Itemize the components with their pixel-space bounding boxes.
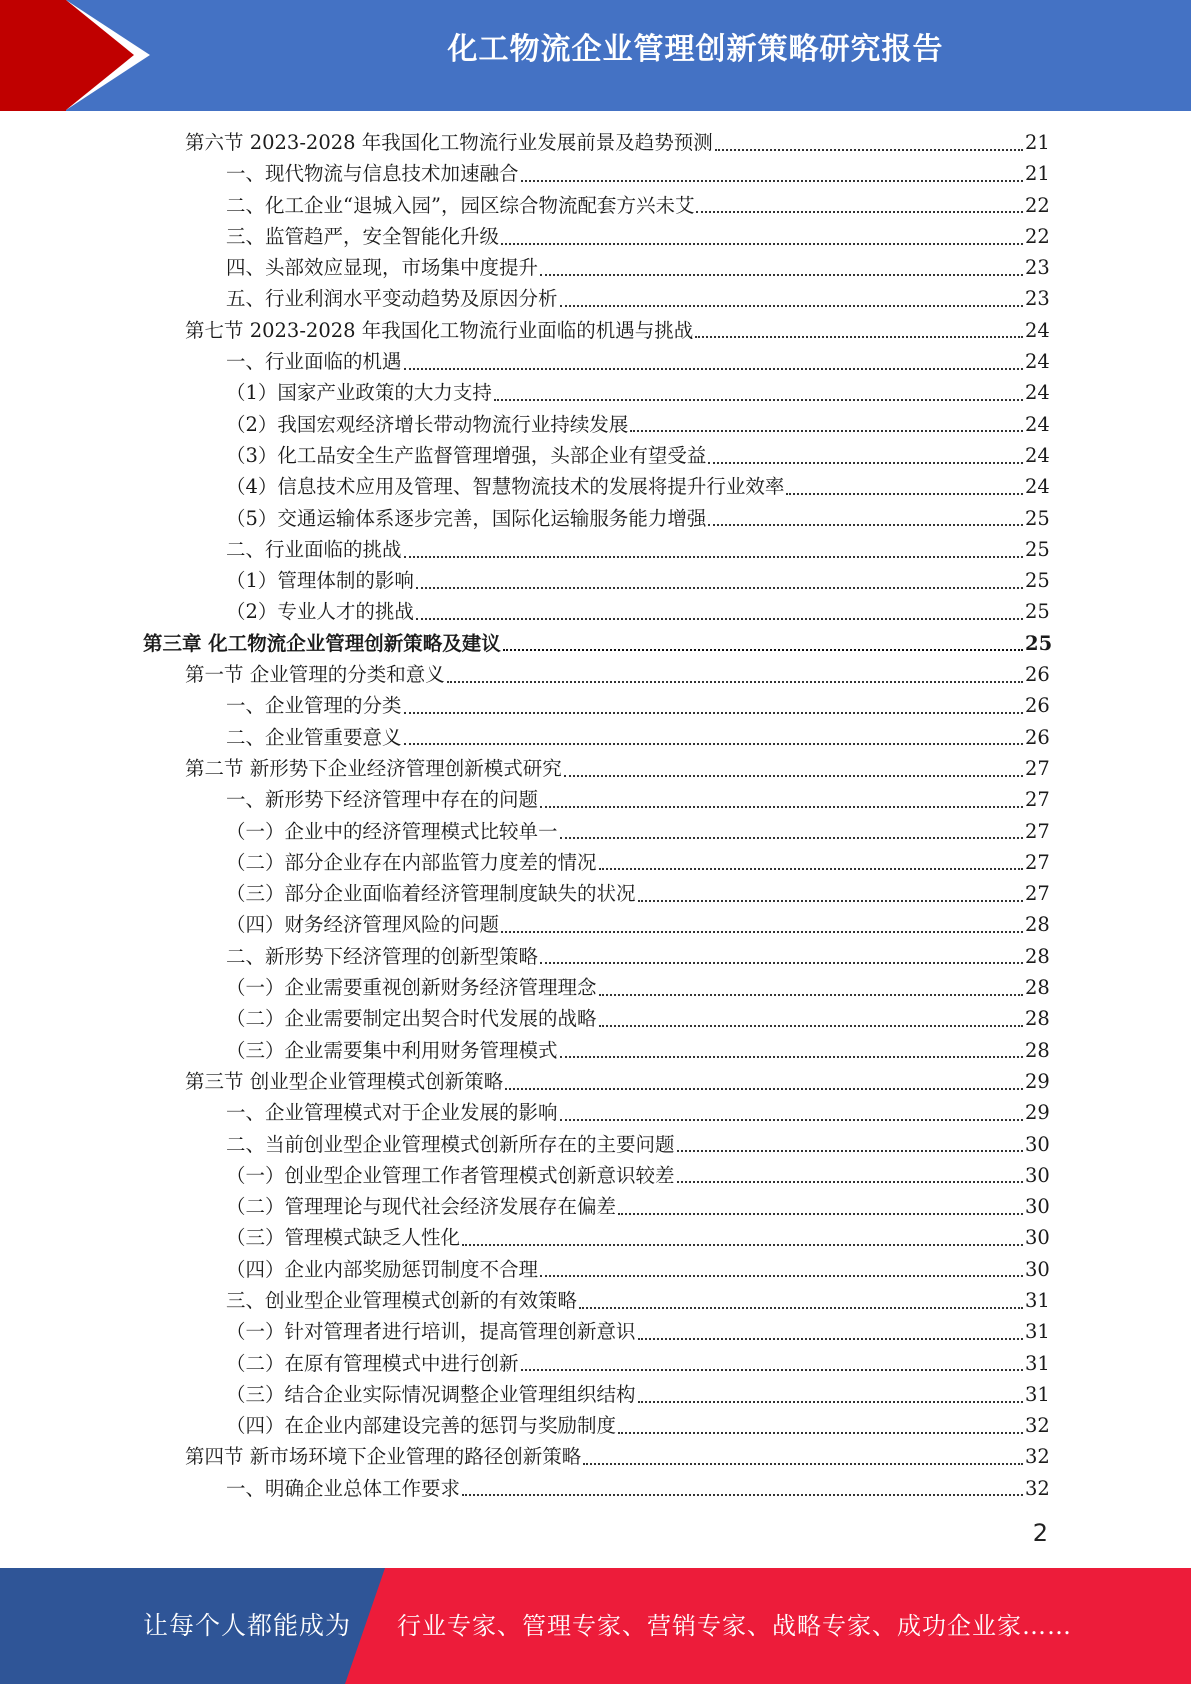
toc-dot-leader — [404, 368, 1023, 370]
toc-dot-leader — [540, 1275, 1023, 1277]
toc-dot-leader — [560, 305, 1023, 307]
toc-entry-label: 一、行业面临的机遇 — [226, 350, 402, 374]
header-red-block — [0, 0, 66, 111]
toc-entry-label: （二）在原有管理模式中进行创新 — [226, 1351, 519, 1375]
toc-dot-leader — [618, 1432, 1023, 1434]
toc-entry-page: 25 — [1025, 506, 1050, 530]
toc-dot-leader — [677, 1181, 1023, 1183]
toc-entry-page: 25 — [1025, 537, 1050, 561]
toc-entry-page: 22 — [1025, 193, 1050, 217]
report-title: 化工物流企业管理创新策略研究报告 — [447, 32, 944, 67]
toc-entry-label: 三、创业型企业管理模式创新的有效策略 — [226, 1288, 578, 1312]
toc-entry-sub[interactable] — [0, 1316, 1191, 1347]
toc-entry-page: 24 — [1025, 412, 1050, 436]
toc-entry-page: 29 — [1025, 1101, 1050, 1125]
toc-dot-leader — [638, 900, 1023, 902]
toc-entry-page: 28 — [1025, 1007, 1050, 1031]
toc-dot-leader — [494, 399, 1023, 401]
toc-dot-leader — [599, 994, 1023, 996]
toc-entry-label: 第一节 企业管理的分类和意义 — [185, 663, 445, 687]
toc-entry-sub[interactable] — [0, 409, 1191, 440]
footer-slogan-right: 行业专家、管理专家、营销专家、战略专家、成功企业家…… — [397, 1612, 1072, 1640]
toc-entry-label: 四、头部效应显现，市场集中度提升 — [226, 256, 539, 280]
toc-dot-leader — [708, 462, 1023, 464]
toc-entry-sub[interactable] — [0, 1003, 1191, 1034]
toc-entry-label: （2）我国宏观经济增长带动物流行业持续发展 — [226, 412, 629, 436]
toc-dot-leader — [540, 962, 1023, 964]
toc-entry-item[interactable] — [0, 346, 1191, 377]
toc-entry-section[interactable] — [0, 127, 1191, 158]
toc-dot-leader — [416, 587, 1023, 589]
toc-entry-label: （四）财务经济管理风险的问题 — [226, 913, 500, 937]
toc-entry-label: （二）管理理论与现代社会经济发展存在偏差 — [226, 1195, 617, 1219]
toc-entry-item[interactable] — [0, 690, 1191, 721]
toc-entry-page: 27 — [1025, 788, 1050, 812]
toc-entry-page: 23 — [1025, 287, 1050, 311]
toc-entry-section[interactable] — [0, 753, 1191, 784]
toc-entry-page: 32 — [1025, 1476, 1050, 1500]
toc-entry-label: （三）企业需要集中利用财务管理模式 — [226, 1038, 558, 1062]
toc-entry-sub[interactable] — [0, 565, 1191, 596]
toc-entry-label: （一）创业型企业管理工作者管理模式创新意识较差 — [226, 1163, 675, 1187]
toc-dot-leader — [638, 1338, 1023, 1340]
toc-entry-label: 一、新形势下经济管理中存在的问题 — [226, 788, 539, 812]
toc-dot-leader — [521, 1369, 1023, 1371]
toc-dot-leader — [708, 524, 1023, 526]
toc-entry-page: 27 — [1025, 882, 1050, 906]
toc-entry-label: （一）针对管理者进行培训，提高管理创新意识 — [226, 1320, 636, 1344]
toc-entry-page: 28 — [1025, 976, 1050, 1000]
toc-entry-section[interactable] — [0, 1066, 1191, 1097]
toc-entry-sub[interactable] — [0, 1222, 1191, 1253]
toc-entry-page: 32 — [1025, 1445, 1050, 1469]
toc-entry-sub[interactable] — [0, 878, 1191, 909]
toc-entry-label: 三、监管趋严，安全智能化升级 — [226, 224, 500, 248]
toc-entry-page: 30 — [1025, 1163, 1050, 1187]
toc-dot-leader — [501, 931, 1023, 933]
toc-entry-item[interactable] — [0, 784, 1191, 815]
toc-entry-item[interactable] — [0, 221, 1191, 252]
toc-entry-page: 23 — [1025, 256, 1050, 280]
toc-entry-chapter[interactable] — [0, 628, 1191, 659]
toc-entry-sub[interactable] — [0, 377, 1191, 408]
toc-entry-page: 31 — [1025, 1382, 1050, 1406]
toc-entry-page: 31 — [1025, 1288, 1050, 1312]
toc-entry-sub[interactable] — [0, 847, 1191, 878]
toc-entry-label: （三）管理模式缺乏人性化 — [226, 1226, 461, 1250]
toc-entry-page: 28 — [1025, 944, 1050, 968]
toc-entry-label: 第二节 新形势下企业经济管理创新模式研究 — [185, 756, 562, 780]
toc-entry-label: （5）交通运输体系逐步完善，国际化运输服务能力增强 — [226, 506, 707, 530]
toc-entry-label: 一、企业管理模式对于企业发展的影响 — [226, 1101, 558, 1125]
toc-entry-sub[interactable] — [0, 1035, 1191, 1066]
toc-entry-sub[interactable] — [0, 816, 1191, 847]
toc-entry-page: 28 — [1025, 913, 1050, 937]
toc-entry-item[interactable] — [0, 283, 1191, 314]
toc-entry-page: 21 — [1025, 131, 1050, 154]
toc-entry-page: 26 — [1025, 694, 1050, 718]
toc-entry-label: （3）化工品安全生产监督管理增强，头部企业有望受益 — [226, 443, 707, 467]
toc-entry-label: （4）信息技术应用及管理、智慧物流技术的发展将提升行业效率 — [226, 475, 785, 499]
toc-entry-label: 二、企业管重要意义 — [226, 725, 402, 749]
toc-entry-page: 32 — [1025, 1414, 1050, 1438]
toc-dot-leader — [416, 618, 1023, 620]
toc-entry-label: （三）结合企业实际情况调整企业管理组织结构 — [226, 1382, 636, 1406]
toc-entry-label: 第四节 新市场环境下企业管理的路径创新策略 — [185, 1445, 582, 1469]
toc-dot-leader — [599, 1025, 1023, 1027]
toc-dot-leader — [540, 806, 1023, 808]
toc-entry-page: 30 — [1025, 1132, 1050, 1156]
toc-entry-page: 24 — [1025, 443, 1050, 467]
page-footer — [0, 1568, 1191, 1684]
toc-dot-leader — [618, 1213, 1023, 1215]
toc-dot-leader — [560, 1056, 1023, 1058]
toc-entry-page: 27 — [1025, 819, 1050, 843]
toc-dot-leader — [404, 712, 1023, 714]
toc-entry-item[interactable] — [0, 1129, 1191, 1160]
toc-dot-leader — [564, 775, 1023, 777]
toc-entry-page: 30 — [1025, 1195, 1050, 1219]
toc-dot-leader — [501, 243, 1023, 245]
toc-entry-item[interactable] — [0, 158, 1191, 189]
toc-dot-leader — [560, 837, 1023, 839]
footer-slogan-left: 让每个人都能成为 — [143, 1611, 352, 1640]
toc-entry-sub[interactable] — [0, 972, 1191, 1003]
toc-dot-leader — [599, 868, 1023, 870]
header-arrow-icon — [66, 0, 134, 110]
toc-dot-leader — [560, 1119, 1023, 1121]
toc-dot-leader — [715, 149, 1023, 151]
toc-entry-label: 五、行业利润水平变动趋势及原因分析 — [226, 287, 558, 311]
toc-entry-page: 30 — [1025, 1257, 1050, 1281]
toc-entry-page: 24 — [1025, 318, 1050, 342]
toc-entry-label: （1）管理体制的影响 — [226, 569, 414, 593]
toc-entry-page: 31 — [1025, 1351, 1050, 1375]
toc-dot-leader — [503, 649, 1023, 651]
toc-entry-page: 25 — [1025, 631, 1053, 655]
toc-dot-leader — [579, 1307, 1023, 1309]
toc-entry-item[interactable] — [0, 252, 1191, 283]
toc-entry-page: 31 — [1025, 1320, 1050, 1344]
toc-entry-page: 24 — [1025, 381, 1050, 405]
toc-entry-label: 二、行业面临的挑战 — [226, 537, 402, 561]
toc-entry-sub[interactable] — [0, 596, 1191, 627]
toc-entry-label: （三）部分企业面临着经济管理制度缺失的状况 — [226, 882, 636, 906]
toc-entry-page: 26 — [1025, 663, 1050, 687]
toc-entry-sub[interactable] — [0, 440, 1191, 471]
toc-entry-label: 第七节 2023-2028 年我国化工物流行业面临的机遇与挑战 — [185, 318, 694, 342]
toc-entry-page: 29 — [1025, 1069, 1050, 1093]
toc-entry-label: 二、化工企业“退城入园”，园区综合物流配套方兴未艾 — [226, 193, 695, 217]
toc-entry-section[interactable] — [0, 659, 1191, 690]
toc-entry-page: 25 — [1025, 569, 1050, 593]
toc-entry-label: 二、新形势下经济管理的创新型策略 — [226, 944, 539, 968]
toc-dot-leader — [583, 1463, 1023, 1465]
toc-entry-page: 30 — [1025, 1226, 1050, 1250]
toc-dot-leader — [638, 1401, 1023, 1403]
toc-entry-label: 一、企业管理的分类 — [226, 694, 402, 718]
toc-entry-sub[interactable] — [0, 1254, 1191, 1285]
toc-dot-leader — [695, 336, 1023, 338]
toc-entry-page: 22 — [1025, 224, 1050, 248]
toc-entry-label: （2）专业人才的挑战 — [226, 600, 414, 624]
toc-entry-item[interactable] — [0, 190, 1191, 221]
toc-dot-leader — [404, 556, 1023, 558]
toc-entry-label: 一、现代物流与信息技术加速融合 — [226, 162, 519, 186]
toc-entry-sub[interactable] — [0, 1379, 1191, 1410]
toc-entry-label: 第三章 化工物流企业管理创新策略及建议 — [143, 631, 501, 655]
toc-entry-item[interactable] — [0, 722, 1191, 753]
page-number: 2 — [1032, 1519, 1048, 1547]
toc-dot-leader — [786, 493, 1023, 495]
toc-dot-leader — [677, 1150, 1023, 1152]
toc-entry-sub[interactable] — [0, 503, 1191, 534]
toc-dot-leader — [540, 274, 1023, 276]
toc-dot-leader — [447, 681, 1023, 683]
toc-entry-section[interactable] — [0, 315, 1191, 346]
toc-entry-page: 26 — [1025, 725, 1050, 749]
toc-entry-page: 24 — [1025, 350, 1050, 374]
toc-entry-item[interactable] — [0, 1473, 1191, 1504]
toc-entry-label: 一、明确企业总体工作要求 — [226, 1476, 461, 1500]
toc-entry-sub[interactable] — [0, 1410, 1191, 1441]
toc-dot-leader — [462, 1494, 1023, 1496]
toc-entry-sub[interactable] — [0, 1348, 1191, 1379]
toc-entry-section[interactable] — [0, 1441, 1191, 1472]
toc-entry-page: 28 — [1025, 1038, 1050, 1062]
toc-entry-item[interactable] — [0, 1097, 1191, 1128]
toc-entry-label: （四）企业内部奖励惩罚制度不合理 — [226, 1257, 539, 1281]
toc-dot-leader — [462, 1244, 1023, 1246]
toc-entry-label: （二）企业需要制定出契合时代发展的战略 — [226, 1007, 597, 1031]
toc-dot-leader — [404, 743, 1023, 745]
toc-entry-label: 第六节 2023-2028 年我国化工物流行业发展前景及趋势预测 — [185, 131, 713, 154]
toc-entry-item[interactable] — [0, 534, 1191, 565]
toc-entry-label: （一）企业中的经济管理模式比较单一 — [226, 819, 558, 843]
toc-entry-label: （1）国家产业政策的大力支持 — [226, 381, 492, 405]
toc-entry-item[interactable] — [0, 1285, 1191, 1316]
toc-entry-label: （二）部分企业存在内部监管力度差的情况 — [226, 850, 597, 874]
toc-entry-label: 第三节 创业型企业管理模式创新策略 — [185, 1069, 504, 1093]
toc-entry-page: 25 — [1025, 600, 1050, 624]
page-header — [0, 0, 1191, 111]
toc-dot-leader — [630, 430, 1023, 432]
toc-dot-leader — [505, 1088, 1023, 1090]
toc-entry-label: 二、当前创业型企业管理模式创新所存在的主要问题 — [226, 1132, 675, 1156]
toc-entry-sub[interactable] — [0, 909, 1191, 940]
toc-entry-page: 27 — [1025, 756, 1050, 780]
toc-entry-label: （四）在企业内部建设完善的惩罚与奖励制度 — [226, 1414, 617, 1438]
toc-entry-label: （一）企业需要重视创新财务经济管理理念 — [226, 976, 597, 1000]
toc-entry-page: 21 — [1025, 162, 1050, 186]
toc-entry-sub[interactable] — [0, 1191, 1191, 1222]
toc-entry-sub[interactable] — [0, 1160, 1191, 1191]
table-of-contents — [0, 127, 1191, 1504]
toc-entry-page: 27 — [1025, 850, 1050, 874]
toc-entry-page: 24 — [1025, 475, 1050, 499]
toc-dot-leader — [696, 211, 1023, 213]
toc-dot-leader — [521, 180, 1023, 182]
toc-entry-item[interactable] — [0, 941, 1191, 972]
toc-entry-sub[interactable] — [0, 471, 1191, 502]
